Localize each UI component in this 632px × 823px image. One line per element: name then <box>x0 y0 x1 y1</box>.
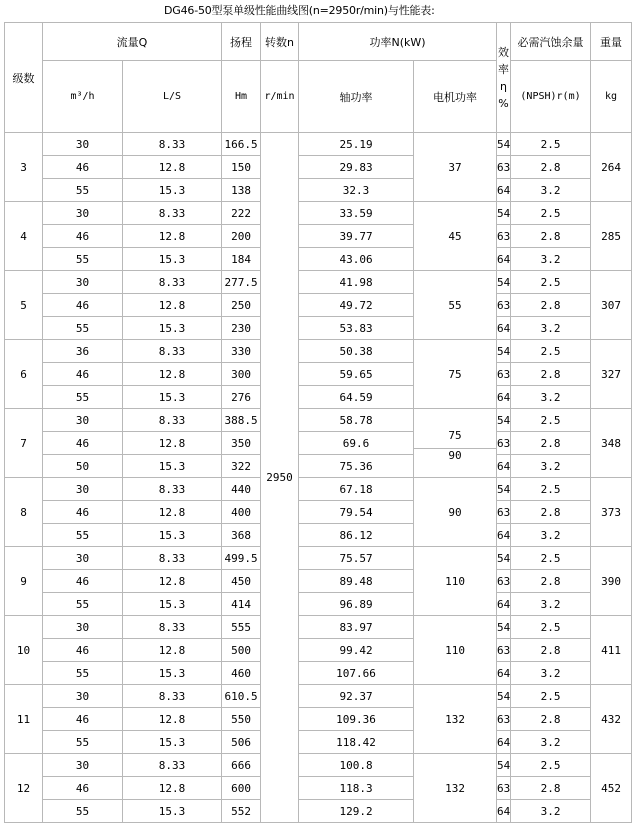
flow-m3h-cell: 46 <box>43 639 123 662</box>
npsh-cell: 3.2 <box>511 662 591 685</box>
shaft-power-cell: 79.54 <box>299 501 414 524</box>
stage-cell: 6 <box>5 340 43 409</box>
motor-power-cell: 132 <box>414 754 497 823</box>
header-head: 扬程 <box>222 23 261 61</box>
npsh-cell: 2.8 <box>511 225 591 248</box>
head-cell: 350 <box>222 432 261 455</box>
table-row <box>5 708 632 731</box>
head-cell: 550 <box>222 708 261 731</box>
head-cell: 277.5 <box>222 271 261 294</box>
eff-char: 效 <box>498 45 510 59</box>
header-row-1 <box>5 23 632 61</box>
stage-cell: 10 <box>5 616 43 685</box>
flow-m3h-cell: 30 <box>43 478 123 501</box>
flow-ls-cell: 12.8 <box>123 225 222 248</box>
flow-ls-cell: 8.33 <box>123 409 222 432</box>
efficiency-cell: 63 <box>497 156 511 179</box>
flow-ls-cell: 15.3 <box>123 800 222 823</box>
flow-ls-cell: 8.33 <box>123 340 222 363</box>
head-cell: 499.5 <box>222 547 261 570</box>
table-row <box>5 478 632 501</box>
header-npsh-unit: (NPSH)r(m) <box>511 61 591 133</box>
flow-ls-cell: 12.8 <box>123 501 222 524</box>
head-cell: 184 <box>222 248 261 271</box>
npsh-cell: 2.8 <box>511 363 591 386</box>
head-cell: 414 <box>222 593 261 616</box>
head-cell: 500 <box>222 639 261 662</box>
header-row-2 <box>5 61 632 133</box>
weight-cell: 307 <box>591 271 632 340</box>
table-row <box>5 547 632 570</box>
flow-m3h-cell: 46 <box>43 708 123 731</box>
head-cell: 222 <box>222 202 261 225</box>
flow-ls-cell: 15.3 <box>123 662 222 685</box>
shaft-power-cell: 59.65 <box>299 363 414 386</box>
flow-m3h-cell: 30 <box>43 409 123 432</box>
head-cell: 276 <box>222 386 261 409</box>
npsh-cell: 2.5 <box>511 754 591 777</box>
head-cell: 388.5 <box>222 409 261 432</box>
efficiency-cell: 54 <box>497 616 511 639</box>
shaft-power-cell: 75.57 <box>299 547 414 570</box>
flow-m3h-cell: 55 <box>43 593 123 616</box>
shaft-power-cell: 86.12 <box>299 524 414 547</box>
efficiency-cell: 64 <box>497 317 511 340</box>
flow-m3h-cell: 30 <box>43 271 123 294</box>
npsh-cell: 3.2 <box>511 317 591 340</box>
npsh-cell: 2.8 <box>511 156 591 179</box>
efficiency-cell: 64 <box>497 662 511 685</box>
table-row <box>5 386 632 409</box>
flow-ls-cell: 8.33 <box>123 133 222 156</box>
efficiency-cell: 63 <box>497 570 511 593</box>
weight-cell: 432 <box>591 685 632 754</box>
shaft-power-cell: 25.19 <box>299 133 414 156</box>
table-row <box>5 639 632 662</box>
flow-ls-cell: 12.8 <box>123 432 222 455</box>
header-npsh: 必需汽蚀余量 <box>511 23 591 61</box>
motor-power-cell: 55 <box>414 271 497 340</box>
npsh-cell: 2.5 <box>511 478 591 501</box>
table-row <box>5 248 632 271</box>
efficiency-cell: 64 <box>497 386 511 409</box>
flow-m3h-cell: 46 <box>43 225 123 248</box>
head-cell: 552 <box>222 800 261 823</box>
npsh-cell: 2.8 <box>511 294 591 317</box>
head-cell: 322 <box>222 455 261 478</box>
motor-power-cell: 110 <box>414 616 497 685</box>
weight-cell: 327 <box>591 340 632 409</box>
npsh-cell: 2.5 <box>511 202 591 225</box>
table-row <box>5 340 632 363</box>
npsh-cell: 2.5 <box>511 616 591 639</box>
header-power: 功率N(kW) <box>299 23 497 61</box>
flow-ls-cell: 8.33 <box>123 754 222 777</box>
flow-m3h-cell: 46 <box>43 501 123 524</box>
efficiency-cell: 63 <box>497 363 511 386</box>
flow-ls-cell: 8.33 <box>123 685 222 708</box>
flow-m3h-cell: 46 <box>43 156 123 179</box>
performance-table <box>4 22 632 823</box>
table-row <box>5 271 632 294</box>
table-row <box>5 432 632 455</box>
flow-ls-cell: 12.8 <box>123 708 222 731</box>
npsh-cell: 3.2 <box>511 800 591 823</box>
efficiency-cell: 54 <box>497 271 511 294</box>
flow-ls-cell: 8.33 <box>123 271 222 294</box>
table-row <box>5 754 632 777</box>
table-row <box>5 156 632 179</box>
header-flow-ls: L/S <box>123 61 222 133</box>
flow-ls-cell: 12.8 <box>123 639 222 662</box>
shaft-power-cell: 118.3 <box>299 777 414 800</box>
flow-m3h-cell: 55 <box>43 317 123 340</box>
efficiency-cell: 63 <box>497 708 511 731</box>
speed-cell: 2950 <box>261 133 299 823</box>
efficiency-cell: 64 <box>497 179 511 202</box>
table-row <box>5 662 632 685</box>
shaft-power-cell: 69.6 <box>299 432 414 455</box>
head-cell: 400 <box>222 501 261 524</box>
efficiency-cell: 63 <box>497 501 511 524</box>
stage-cell: 3 <box>5 133 43 202</box>
npsh-cell: 3.2 <box>511 179 591 202</box>
npsh-cell: 3.2 <box>511 248 591 271</box>
npsh-cell: 2.8 <box>511 708 591 731</box>
shaft-power-cell: 50.38 <box>299 340 414 363</box>
motor-power-value: 90 <box>448 449 462 462</box>
flow-ls-cell: 15.3 <box>123 731 222 754</box>
table-row <box>5 593 632 616</box>
flow-ls-cell: 15.3 <box>123 386 222 409</box>
flow-ls-cell: 12.8 <box>123 777 222 800</box>
motor-power-cell: 75 <box>414 340 497 409</box>
shaft-power-cell: 29.83 <box>299 156 414 179</box>
shaft-power-cell: 118.42 <box>299 731 414 754</box>
weight-cell: 264 <box>591 133 632 202</box>
head-cell: 150 <box>222 156 261 179</box>
table-body <box>5 23 632 823</box>
header-weight-unit: kg <box>591 61 632 133</box>
shaft-power-cell: 41.98 <box>299 271 414 294</box>
shaft-power-cell: 53.83 <box>299 317 414 340</box>
header-flow-m3h: m³/h <box>43 61 123 133</box>
header-stages: 级数 <box>5 23 43 133</box>
flow-ls-cell: 8.33 <box>123 202 222 225</box>
npsh-cell: 2.5 <box>511 409 591 432</box>
head-cell: 506 <box>222 731 261 754</box>
weight-cell: 285 <box>591 202 632 271</box>
flow-m3h-cell: 55 <box>43 179 123 202</box>
efficiency-cell: 54 <box>497 133 511 156</box>
efficiency-cell: 64 <box>497 455 511 478</box>
flow-ls-cell: 15.3 <box>123 317 222 340</box>
table-row <box>5 455 632 478</box>
efficiency-cell: 64 <box>497 524 511 547</box>
motor-power-cell: 45 <box>414 202 497 271</box>
efficiency-cell: 54 <box>497 754 511 777</box>
npsh-cell: 2.8 <box>511 570 591 593</box>
shaft-power-cell: 92.37 <box>299 685 414 708</box>
shaft-power-cell: 107.66 <box>299 662 414 685</box>
table-row <box>5 202 632 225</box>
shaft-power-cell: 58.78 <box>299 409 414 432</box>
flow-m3h-cell: 46 <box>43 363 123 386</box>
eff-char: 率 <box>498 62 510 76</box>
flow-ls-cell: 12.8 <box>123 570 222 593</box>
npsh-cell: 2.8 <box>511 639 591 662</box>
efficiency-cell: 63 <box>497 639 511 662</box>
head-cell: 230 <box>222 317 261 340</box>
npsh-cell: 2.5 <box>511 340 591 363</box>
flow-m3h-cell: 30 <box>43 547 123 570</box>
efficiency-cell: 54 <box>497 409 511 432</box>
shaft-power-cell: 33.59 <box>299 202 414 225</box>
head-cell: 610.5 <box>222 685 261 708</box>
head-cell: 600 <box>222 777 261 800</box>
flow-m3h-cell: 46 <box>43 777 123 800</box>
shaft-power-cell: 75.36 <box>299 455 414 478</box>
flow-ls-cell: 15.3 <box>123 455 222 478</box>
npsh-cell: 2.5 <box>511 133 591 156</box>
flow-m3h-cell: 30 <box>43 754 123 777</box>
eff-char: η <box>500 79 507 93</box>
header-shaft-power: 轴功率 <box>299 61 414 133</box>
npsh-cell: 3.2 <box>511 731 591 754</box>
page-title: DG46-50型泵单级性能曲线图(n=2950r/min)与性能表: <box>164 4 435 17</box>
header-motor-power: 电机功率 <box>414 61 497 133</box>
efficiency-cell: 54 <box>497 478 511 501</box>
flow-m3h-cell: 55 <box>43 524 123 547</box>
npsh-cell: 2.8 <box>511 777 591 800</box>
flow-m3h-cell: 30 <box>43 685 123 708</box>
head-cell: 460 <box>222 662 261 685</box>
head-cell: 666 <box>222 754 261 777</box>
efficiency-cell: 54 <box>497 340 511 363</box>
table-row <box>5 570 632 593</box>
table-row <box>5 800 632 823</box>
motor-power-cell: 132 <box>414 685 497 754</box>
stage-cell: 9 <box>5 547 43 616</box>
stage-cell: 8 <box>5 478 43 547</box>
npsh-cell: 3.2 <box>511 593 591 616</box>
weight-cell: 452 <box>591 754 632 823</box>
shaft-power-cell: 83.97 <box>299 616 414 639</box>
header-weight: 重量 <box>591 23 632 61</box>
flow-m3h-cell: 55 <box>43 662 123 685</box>
efficiency-cell: 54 <box>497 685 511 708</box>
table-row <box>5 731 632 754</box>
motor-power-cell: 90 <box>414 478 497 547</box>
table-row <box>5 616 632 639</box>
flow-ls-cell: 12.8 <box>123 363 222 386</box>
head-cell: 440 <box>222 478 261 501</box>
npsh-cell: 3.2 <box>511 524 591 547</box>
efficiency-cell: 64 <box>497 800 511 823</box>
motor-power-cell <box>414 409 497 478</box>
flow-m3h-cell: 30 <box>43 202 123 225</box>
flow-ls-cell: 15.3 <box>123 593 222 616</box>
table-row <box>5 777 632 800</box>
efficiency-cell: 63 <box>497 294 511 317</box>
head-cell: 300 <box>222 363 261 386</box>
shaft-power-cell: 89.48 <box>299 570 414 593</box>
shaft-power-cell: 49.72 <box>299 294 414 317</box>
stage-cell: 12 <box>5 754 43 823</box>
flow-ls-cell: 12.8 <box>123 294 222 317</box>
npsh-cell: 3.2 <box>511 455 591 478</box>
head-cell: 200 <box>222 225 261 248</box>
head-cell: 138 <box>222 179 261 202</box>
header-speed: 转数n <box>261 23 299 61</box>
table-row <box>5 133 632 156</box>
flow-m3h-cell: 30 <box>43 616 123 639</box>
stage-cell: 7 <box>5 409 43 478</box>
npsh-cell: 2.8 <box>511 432 591 455</box>
stage-cell: 5 <box>5 271 43 340</box>
table-row <box>5 317 632 340</box>
efficiency-cell: 64 <box>497 593 511 616</box>
head-cell: 330 <box>222 340 261 363</box>
flow-ls-cell: 12.8 <box>123 156 222 179</box>
npsh-cell: 2.5 <box>511 547 591 570</box>
head-cell: 450 <box>222 570 261 593</box>
efficiency-cell: 63 <box>497 225 511 248</box>
weight-cell: 348 <box>591 409 632 478</box>
flow-m3h-cell: 30 <box>43 133 123 156</box>
efficiency-cell: 64 <box>497 248 511 271</box>
header-efficiency <box>497 23 511 133</box>
head-cell: 368 <box>222 524 261 547</box>
header-head-unit: Hm <box>222 61 261 133</box>
weight-cell: 411 <box>591 616 632 685</box>
head-cell: 555 <box>222 616 261 639</box>
flow-m3h-cell: 46 <box>43 432 123 455</box>
efficiency-cell: 54 <box>497 202 511 225</box>
motor-power-cell: 110 <box>414 547 497 616</box>
head-cell: 166.5 <box>222 133 261 156</box>
efficiency-cell: 63 <box>497 432 511 455</box>
shaft-power-cell: 32.3 <box>299 179 414 202</box>
table-row <box>5 363 632 386</box>
shaft-power-cell: 64.59 <box>299 386 414 409</box>
shaft-power-cell: 129.2 <box>299 800 414 823</box>
flow-m3h-cell: 55 <box>43 386 123 409</box>
motor-power-cell: 37 <box>414 133 497 202</box>
shaft-power-cell: 96.89 <box>299 593 414 616</box>
eff-char: % <box>498 96 509 110</box>
flow-m3h-cell: 55 <box>43 731 123 754</box>
weight-cell: 390 <box>591 547 632 616</box>
efficiency-cell: 63 <box>497 777 511 800</box>
table-row <box>5 685 632 708</box>
flow-m3h-cell: 36 <box>43 340 123 363</box>
flow-m3h-cell: 46 <box>43 570 123 593</box>
shaft-power-cell: 39.77 <box>299 225 414 248</box>
weight-cell: 373 <box>591 478 632 547</box>
shaft-power-cell: 67.18 <box>299 478 414 501</box>
flow-ls-cell: 8.33 <box>123 478 222 501</box>
shaft-power-cell: 100.8 <box>299 754 414 777</box>
shaft-power-cell: 43.06 <box>299 248 414 271</box>
flow-ls-cell: 15.3 <box>123 179 222 202</box>
npsh-cell: 3.2 <box>511 386 591 409</box>
head-cell: 250 <box>222 294 261 317</box>
motor-power-value: 75 <box>414 424 496 449</box>
stage-cell: 11 <box>5 685 43 754</box>
table-row <box>5 179 632 202</box>
npsh-cell: 2.8 <box>511 501 591 524</box>
shaft-power-cell: 99.42 <box>299 639 414 662</box>
flow-m3h-cell: 50 <box>43 455 123 478</box>
npsh-cell: 2.5 <box>511 271 591 294</box>
table-row <box>5 524 632 547</box>
flow-m3h-cell: 55 <box>43 248 123 271</box>
flow-ls-cell: 15.3 <box>123 248 222 271</box>
table-row <box>5 501 632 524</box>
header-flow: 流量Q <box>43 23 222 61</box>
header-speed-unit: r/min <box>261 61 299 133</box>
table-row <box>5 225 632 248</box>
flow-ls-cell: 15.3 <box>123 524 222 547</box>
table-row <box>5 294 632 317</box>
flow-m3h-cell: 55 <box>43 800 123 823</box>
efficiency-cell: 54 <box>497 547 511 570</box>
flow-ls-cell: 8.33 <box>123 616 222 639</box>
flow-m3h-cell: 46 <box>43 294 123 317</box>
shaft-power-cell: 109.36 <box>299 708 414 731</box>
table-row <box>5 409 632 432</box>
efficiency-cell: 64 <box>497 731 511 754</box>
stage-cell: 4 <box>5 202 43 271</box>
npsh-cell: 2.5 <box>511 685 591 708</box>
flow-ls-cell: 8.33 <box>123 547 222 570</box>
